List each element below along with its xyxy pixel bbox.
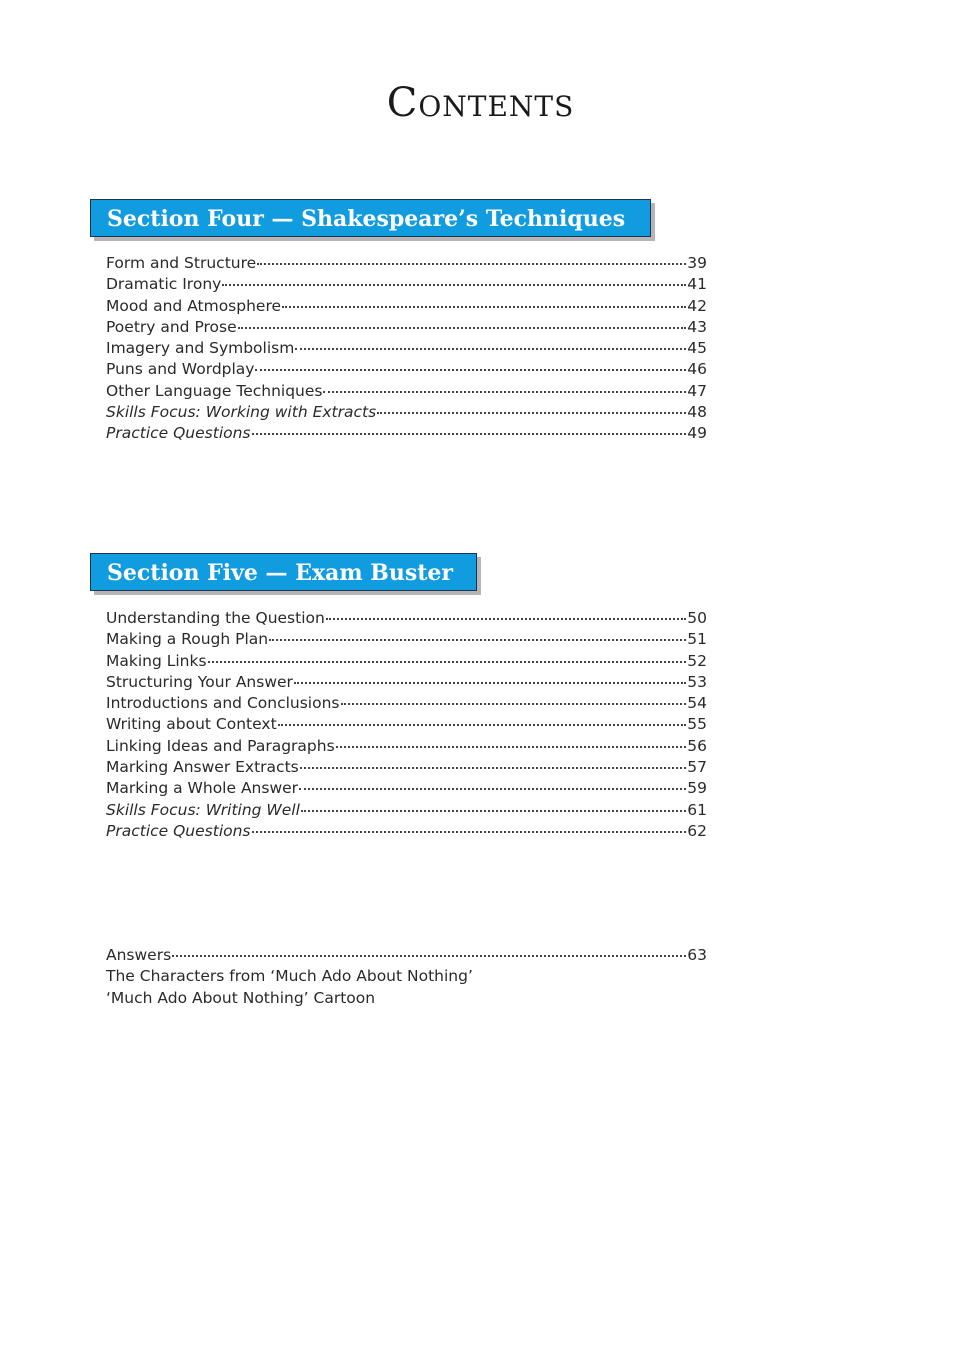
toc-entry[interactable] xyxy=(106,672,707,693)
toc-entry-page-number: 39 xyxy=(687,254,707,272)
toc-entry-page-number: 59 xyxy=(687,779,707,798)
toc-entry-title: Marking Answer Extracts xyxy=(106,758,299,777)
section-five-heading: Section Five — Exam Buster xyxy=(90,553,477,591)
toc-entry-title: Making a Rough Plan xyxy=(106,630,269,649)
dot-leader xyxy=(282,306,686,308)
toc-entry-title: Marking a Whole Answer xyxy=(106,779,299,798)
dot-leader xyxy=(294,682,686,684)
toc-entry-page-number: 45 xyxy=(687,339,707,358)
toc-entry-page-number: 50 xyxy=(687,609,707,627)
toc-entry[interactable] xyxy=(106,693,707,714)
toc-entry-title: Linking Ideas and Paragraphs xyxy=(106,736,335,755)
toc-entry-title: Understanding the Question xyxy=(106,609,325,627)
section-five-toc xyxy=(106,608,707,842)
dot-leader xyxy=(300,767,687,769)
toc-entry-title: Answers xyxy=(106,946,172,964)
toc-entry-title: Skills Focus: Working with Extracts xyxy=(106,403,377,422)
dot-leader xyxy=(301,810,686,812)
dot-leader xyxy=(208,661,687,663)
dot-leader xyxy=(252,433,687,435)
toc-entry[interactable] xyxy=(106,966,707,987)
dot-leader xyxy=(222,284,686,286)
dot-leader xyxy=(269,639,686,641)
toc-entry[interactable] xyxy=(106,359,707,380)
toc-entry-title: Structuring Your Answer xyxy=(106,672,293,691)
toc-entry-page-number: 43 xyxy=(687,317,707,336)
dot-leader xyxy=(255,369,686,371)
toc-entry[interactable] xyxy=(106,402,707,423)
toc-entry[interactable] xyxy=(106,651,707,672)
toc-entry-title: The Characters from ‘Much Ado About Nothing’ xyxy=(106,967,473,986)
toc-entry[interactable] xyxy=(106,757,707,778)
dot-leader xyxy=(172,955,686,957)
toc-entry-page-number: 51 xyxy=(687,630,707,649)
toc-entry[interactable] xyxy=(106,988,707,1009)
dot-leader xyxy=(278,724,687,726)
section-four-toc xyxy=(106,253,707,445)
toc-entry[interactable] xyxy=(106,714,707,735)
toc-entry[interactable] xyxy=(106,821,707,842)
toc-entry[interactable] xyxy=(106,629,707,650)
toc-entry[interactable] xyxy=(106,274,707,295)
dot-leader xyxy=(326,618,686,620)
toc-entry-page-number: 49 xyxy=(687,424,707,443)
toc-entry-title: Mood and Atmosphere xyxy=(106,296,282,315)
toc-entry-title: Making Links xyxy=(106,651,207,670)
toc-entry-page-number: 55 xyxy=(687,715,707,734)
toc-entry-title: Skills Focus: Writing Well xyxy=(106,800,300,819)
toc-entry-title: Imagery and Symbolism xyxy=(106,339,295,358)
dot-leader xyxy=(323,391,686,393)
toc-entry[interactable] xyxy=(106,736,707,757)
toc-entry-title: Introductions and Conclusions xyxy=(106,694,340,713)
toc-entry-page-number: 46 xyxy=(687,360,707,379)
dot-leader xyxy=(377,412,686,414)
toc-entry-title: Other Language Techniques xyxy=(106,381,323,400)
toc-entry-title: Form and Structure xyxy=(106,254,257,272)
dot-leader xyxy=(257,263,686,265)
toc-entry[interactable] xyxy=(106,608,707,629)
toc-entry-page-number: 48 xyxy=(687,403,707,422)
toc-entry[interactable] xyxy=(106,296,707,317)
toc-entry-page-number: 52 xyxy=(687,651,707,670)
toc-entry-page-number: 47 xyxy=(687,381,707,400)
toc-entry[interactable] xyxy=(106,945,707,966)
toc-entry-page-number: 56 xyxy=(687,736,707,755)
toc-entry-page-number: 57 xyxy=(687,758,707,777)
toc-entry-title: Practice Questions xyxy=(106,821,251,840)
toc-entry-title: ‘Much Ado About Nothing’ Cartoon xyxy=(106,988,376,1007)
page-title: Contents xyxy=(386,80,575,126)
dot-leader xyxy=(295,348,686,350)
dot-leader xyxy=(336,746,687,748)
toc-entry-page-number: 61 xyxy=(687,800,707,819)
dot-leader xyxy=(299,788,686,790)
dot-leader xyxy=(238,327,687,329)
toc-entry-title: Puns and Wordplay xyxy=(106,360,255,379)
toc-entry[interactable] xyxy=(106,778,707,799)
toc-entry-title: Poetry and Prose xyxy=(106,317,237,336)
toc-entry[interactable] xyxy=(106,423,707,444)
section-four-heading: Section Four — Shakespeare’s Techniques xyxy=(90,199,651,237)
back-matter-toc xyxy=(106,945,707,1009)
toc-entry-page-number: 54 xyxy=(687,694,707,713)
toc-entry-page-number: 41 xyxy=(687,275,707,294)
toc-entry[interactable] xyxy=(106,800,707,821)
toc-entry-title: Dramatic Irony xyxy=(106,275,222,294)
toc-entry-page-number: 42 xyxy=(687,296,707,315)
toc-entry[interactable] xyxy=(106,338,707,359)
toc-entry[interactable] xyxy=(106,381,707,402)
dot-leader xyxy=(341,703,687,705)
toc-entry[interactable] xyxy=(106,253,707,274)
toc-entry-page-number: 53 xyxy=(687,672,707,691)
toc-entry-page-number: 63 xyxy=(687,946,707,964)
toc-entry-title: Writing about Context xyxy=(106,715,277,734)
toc-entry-title: Practice Questions xyxy=(106,424,251,443)
toc-entry-page-number: 62 xyxy=(687,821,707,840)
toc-entry[interactable] xyxy=(106,317,707,338)
dot-leader xyxy=(252,831,687,833)
